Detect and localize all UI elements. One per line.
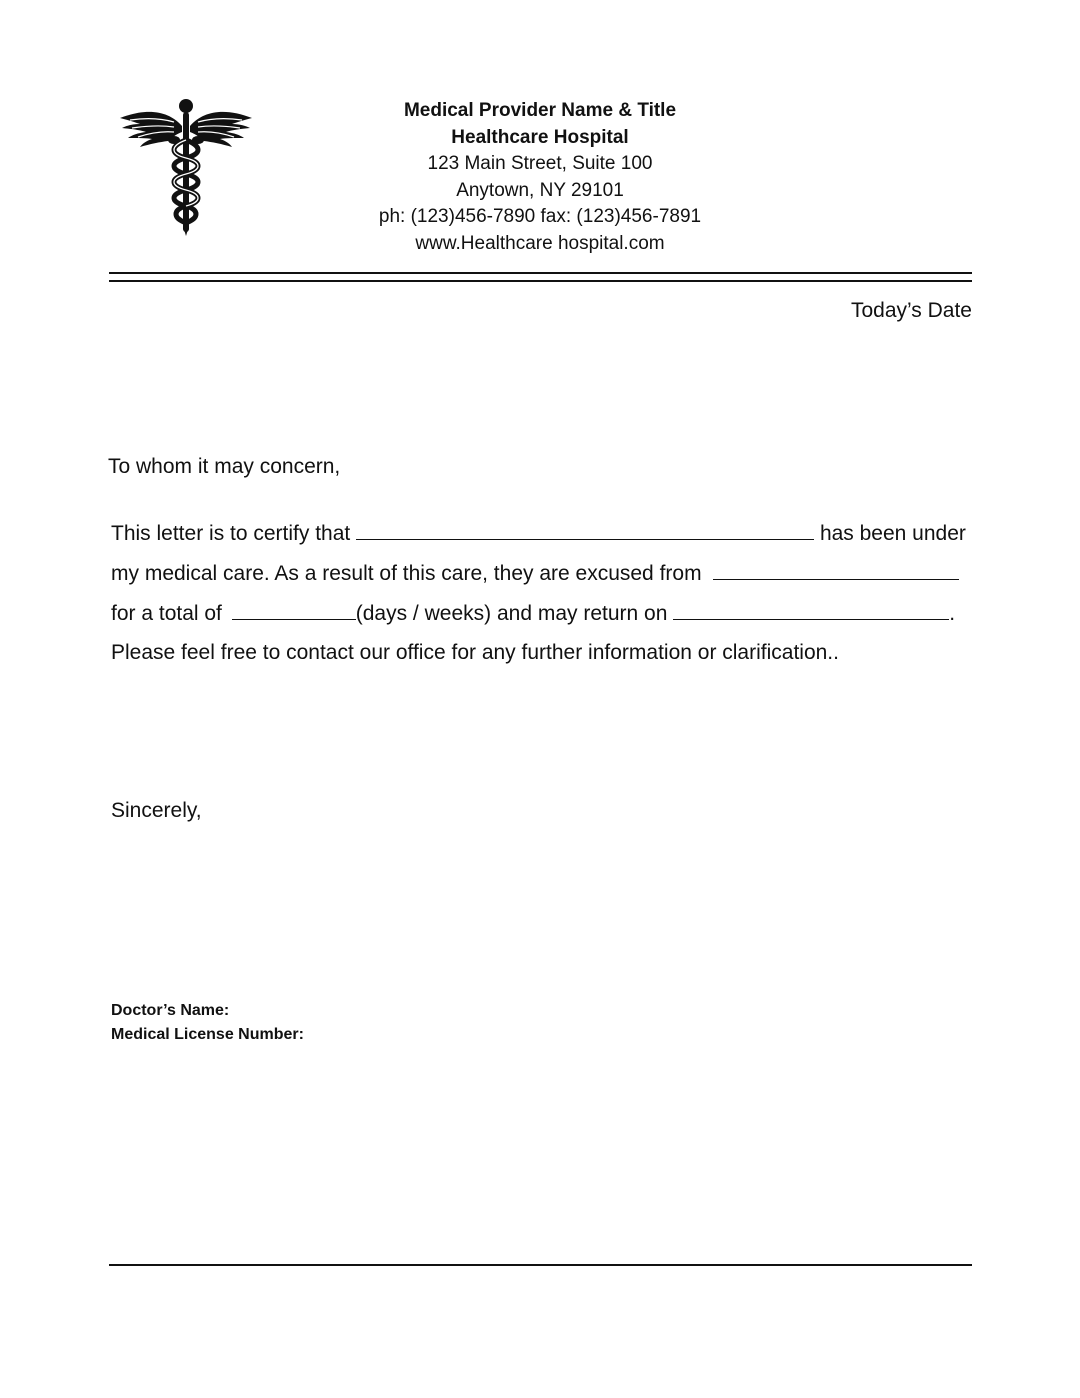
body-line-3-middle: (days / weeks) and may return on <box>355 602 668 625</box>
body-line-1-start: This letter is to certify that <box>111 522 351 545</box>
body-line-2 <box>111 561 959 586</box>
duration-blank[interactable] <box>232 601 356 620</box>
footer-divider <box>109 1264 972 1266</box>
phone-fax: ph: (123)456-7890 fax: (123)456-7891 <box>378 206 702 227</box>
excused-from-blank[interactable] <box>713 561 959 580</box>
license-number-label: Medical License Number: <box>111 1026 304 1043</box>
closing: Sincerely, <box>111 799 202 822</box>
address-line-2: Anytown, NY 29101 <box>456 179 624 201</box>
salutation: To whom it may concern, <box>108 455 341 478</box>
body-line-1-end: has been under <box>819 522 966 545</box>
body-line-3-start: for a total of <box>111 602 222 625</box>
body-line-1 <box>111 521 966 546</box>
body-line-3 <box>111 601 955 626</box>
doctor-name-label: Doctor’s Name: <box>111 1002 230 1019</box>
provider-name-title: Medical Provider Name & Title <box>403 100 677 121</box>
website: www.Healthcare hospital.com <box>415 232 665 254</box>
todays-date: Today’s Date <box>850 299 972 322</box>
body-line-2-start: my medical care. As a result of this care, they are excused from <box>111 562 702 585</box>
caduceus-icon <box>116 96 256 238</box>
body-line-3-end: . <box>949 602 956 625</box>
hospital-name: Healthcare Hospital <box>451 126 629 148</box>
body-line-4: Please feel free to contact our office for any further information or clarification.. <box>111 641 839 664</box>
header-divider-bottom <box>109 280 972 282</box>
return-date-blank[interactable] <box>673 601 949 620</box>
letterhead <box>300 98 780 257</box>
header-divider-top <box>109 272 972 274</box>
patient-name-blank[interactable] <box>356 521 814 540</box>
address-line-1: 123 Main Street, Suite 100 <box>427 153 653 174</box>
